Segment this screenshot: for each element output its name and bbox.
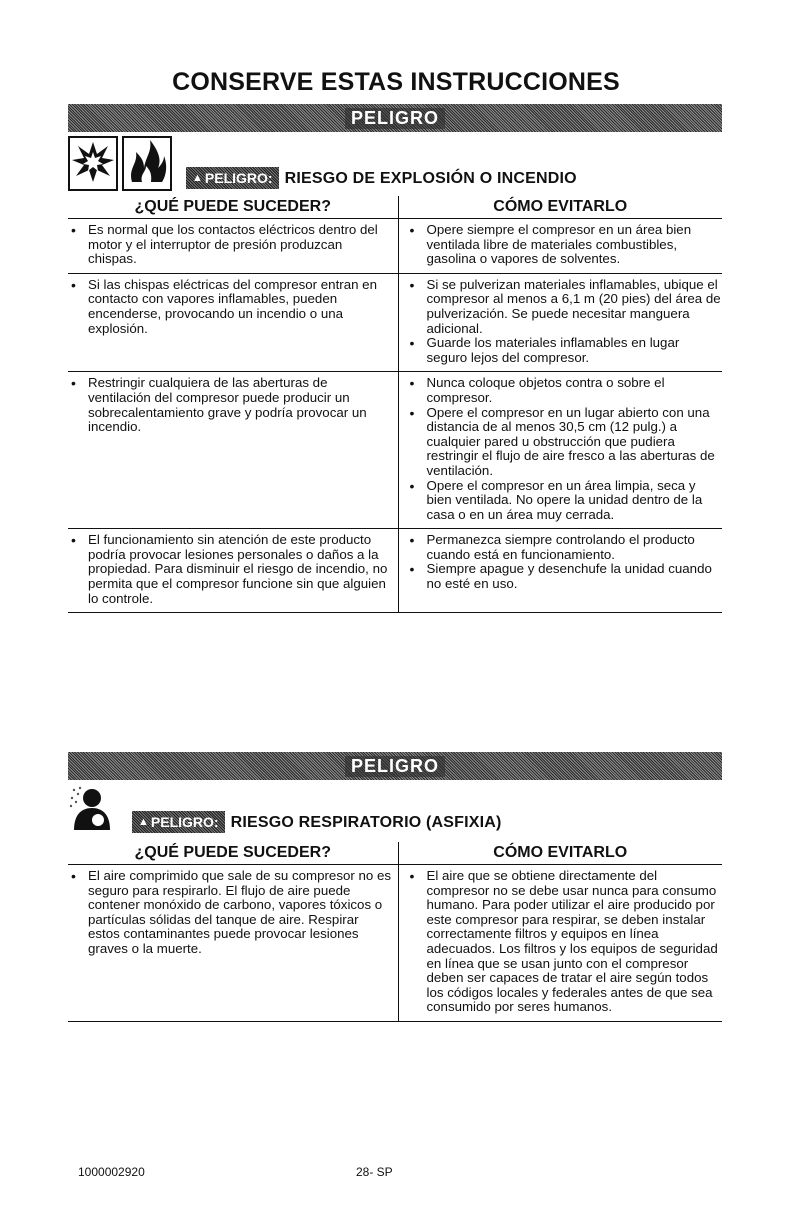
column-header-how: CÓMO EVITARLO xyxy=(398,196,722,219)
hazard-cell xyxy=(68,529,398,613)
table-row xyxy=(68,273,722,372)
prevention-cell xyxy=(398,273,722,372)
table-row xyxy=(68,219,722,274)
prevention-cell xyxy=(398,372,722,529)
danger-tag xyxy=(186,167,279,189)
fire-icon xyxy=(122,136,172,191)
respiratory-hazard-icon xyxy=(68,784,118,835)
bullet-list xyxy=(68,376,392,434)
column-header-how: CÓMO EVITARLO xyxy=(398,842,722,865)
danger-tag-label: PELIGRO: xyxy=(204,170,273,186)
table-row xyxy=(68,865,722,1022)
bullet-list xyxy=(407,223,723,267)
bullet-list xyxy=(68,533,392,606)
table-body xyxy=(68,219,722,613)
table-row xyxy=(68,372,722,529)
explosion-icon xyxy=(68,136,118,191)
bullet-list xyxy=(68,278,392,336)
list-item: • Si las chispas eléctricas del compresor entran en contacto con vapores inflamables, pueden encenderse, provocando un incendio o una explosión. xyxy=(68,278,392,336)
bullet-list xyxy=(407,278,723,366)
hazard-header-respiratory xyxy=(68,784,722,835)
danger-tag xyxy=(132,811,225,833)
hazard-table-explosion xyxy=(68,196,722,613)
hazard-cell xyxy=(68,273,398,372)
bullet-list xyxy=(407,533,723,591)
list-item: • Opere siempre el compresor en un área bien ventilada libre de materiales combustibles, gasolina o vapores de solventes. xyxy=(407,223,723,267)
list-item: • Opere el compresor en un área limpia, seca y bien ventilada. No opere la unidad dentro de la casa o en un área muy cerrada. xyxy=(407,479,723,523)
hazard-title: RIESGO DE EXPLOSIÓN O INCENDIO xyxy=(284,170,577,187)
list-item: • Permanezca siempre controlando el producto cuando está en funcionamiento. xyxy=(407,533,723,562)
list-item: • Opere el compresor en un lugar abierto con una distancia de al menos 30,5 cm (12 pulg.) a cualquier pared u obstrucción que pudiera restringir el flujo de aire fresco a las aberturas de ventilación. xyxy=(407,406,723,479)
page-title: CONSERVE ESTAS INSTRUCCIONES xyxy=(172,68,620,96)
list-item: • Nunca coloque objetos contra o sobre el compresor. xyxy=(407,376,723,405)
list-item: • Si se pulverizan materiales inflamables, ubique el compresor al menos a 6,1 m (20 pies) del área de pulverización. Se puede necesitar manguera adicional. xyxy=(407,278,723,336)
prevention-cell xyxy=(398,219,722,274)
bullet-list xyxy=(68,223,392,267)
warning-triangle-icon: ▲ xyxy=(192,172,203,184)
danger-banner-label: PELIGRO xyxy=(345,756,445,777)
danger-tag-label: PELIGRO: xyxy=(150,814,219,830)
hazard-cell xyxy=(68,372,398,529)
hazard-header-explosion xyxy=(68,136,722,191)
list-item: • El funcionamiento sin atención de este producto podría provocar lesiones personales o daños a la propiedad. Para disminuir el riesgo de incendio, no permita que el compresor funcione sin que alguien lo controle. xyxy=(68,533,392,606)
column-header-what: ¿QUÉ PUEDE SUCEDER? xyxy=(68,842,398,865)
table-body xyxy=(68,865,722,1022)
hazard-table-respiratory xyxy=(68,842,722,1022)
bullet-list xyxy=(68,869,392,957)
prevention-cell xyxy=(398,865,722,1022)
danger-banner xyxy=(68,752,722,780)
warning-triangle-icon: ▲ xyxy=(138,816,149,828)
list-item: • Siempre apague y desenchufe la unidad cuando no esté en uso. xyxy=(407,562,723,591)
list-item: • Guarde los materiales inflamables en lugar seguro lejos del compresor. xyxy=(407,336,723,365)
bullet-list xyxy=(407,869,723,1015)
list-item: • Restringir cualquiera de las aberturas de ventilación del compresor puede producir un sobrecalentamiento grave y podría provocar un incendio. xyxy=(68,376,392,434)
list-item: • El aire comprimido que sale de su compresor no es seguro para respirarlo. El flujo de aire puede contener monóxido de carbono, vapores tóxicos o partículas sólidas del tanque de aire. Respirar estos contaminantes puede provocar lesiones graves o la muerte. xyxy=(68,869,392,957)
list-item: • Es normal que los contactos eléctricos dentro del motor y el interruptor de presión produzcan chispas. xyxy=(68,223,392,267)
hazard-cell xyxy=(68,865,398,1022)
danger-banner xyxy=(68,104,722,132)
danger-banner-label: PELIGRO xyxy=(345,108,445,129)
prevention-cell xyxy=(398,529,722,613)
document-number: 1000002920 xyxy=(78,1165,145,1179)
hazard-title: RIESGO RESPIRATORIO (ASFIXIA) xyxy=(230,814,502,831)
bullet-list xyxy=(407,376,723,522)
page-number: 28- SP xyxy=(356,1165,393,1179)
list-item: • El aire que se obtiene directamente del compresor no se debe usar nunca para consumo humano. Para poder utilizar el aire producido por este compresor para respirar, se deben instalar correctamente filtros y equipos en línea adecuados. Los filtros y los equipos de seguridad en línea que se usan junto con el compresor deben ser capaces de tratar el aire según todos los códigos locales y federales antes de que sea consumido por seres humanos. xyxy=(407,869,723,1015)
table-row xyxy=(68,529,722,613)
hazard-cell xyxy=(68,219,398,274)
column-header-what: ¿QUÉ PUEDE SUCEDER? xyxy=(68,196,398,219)
